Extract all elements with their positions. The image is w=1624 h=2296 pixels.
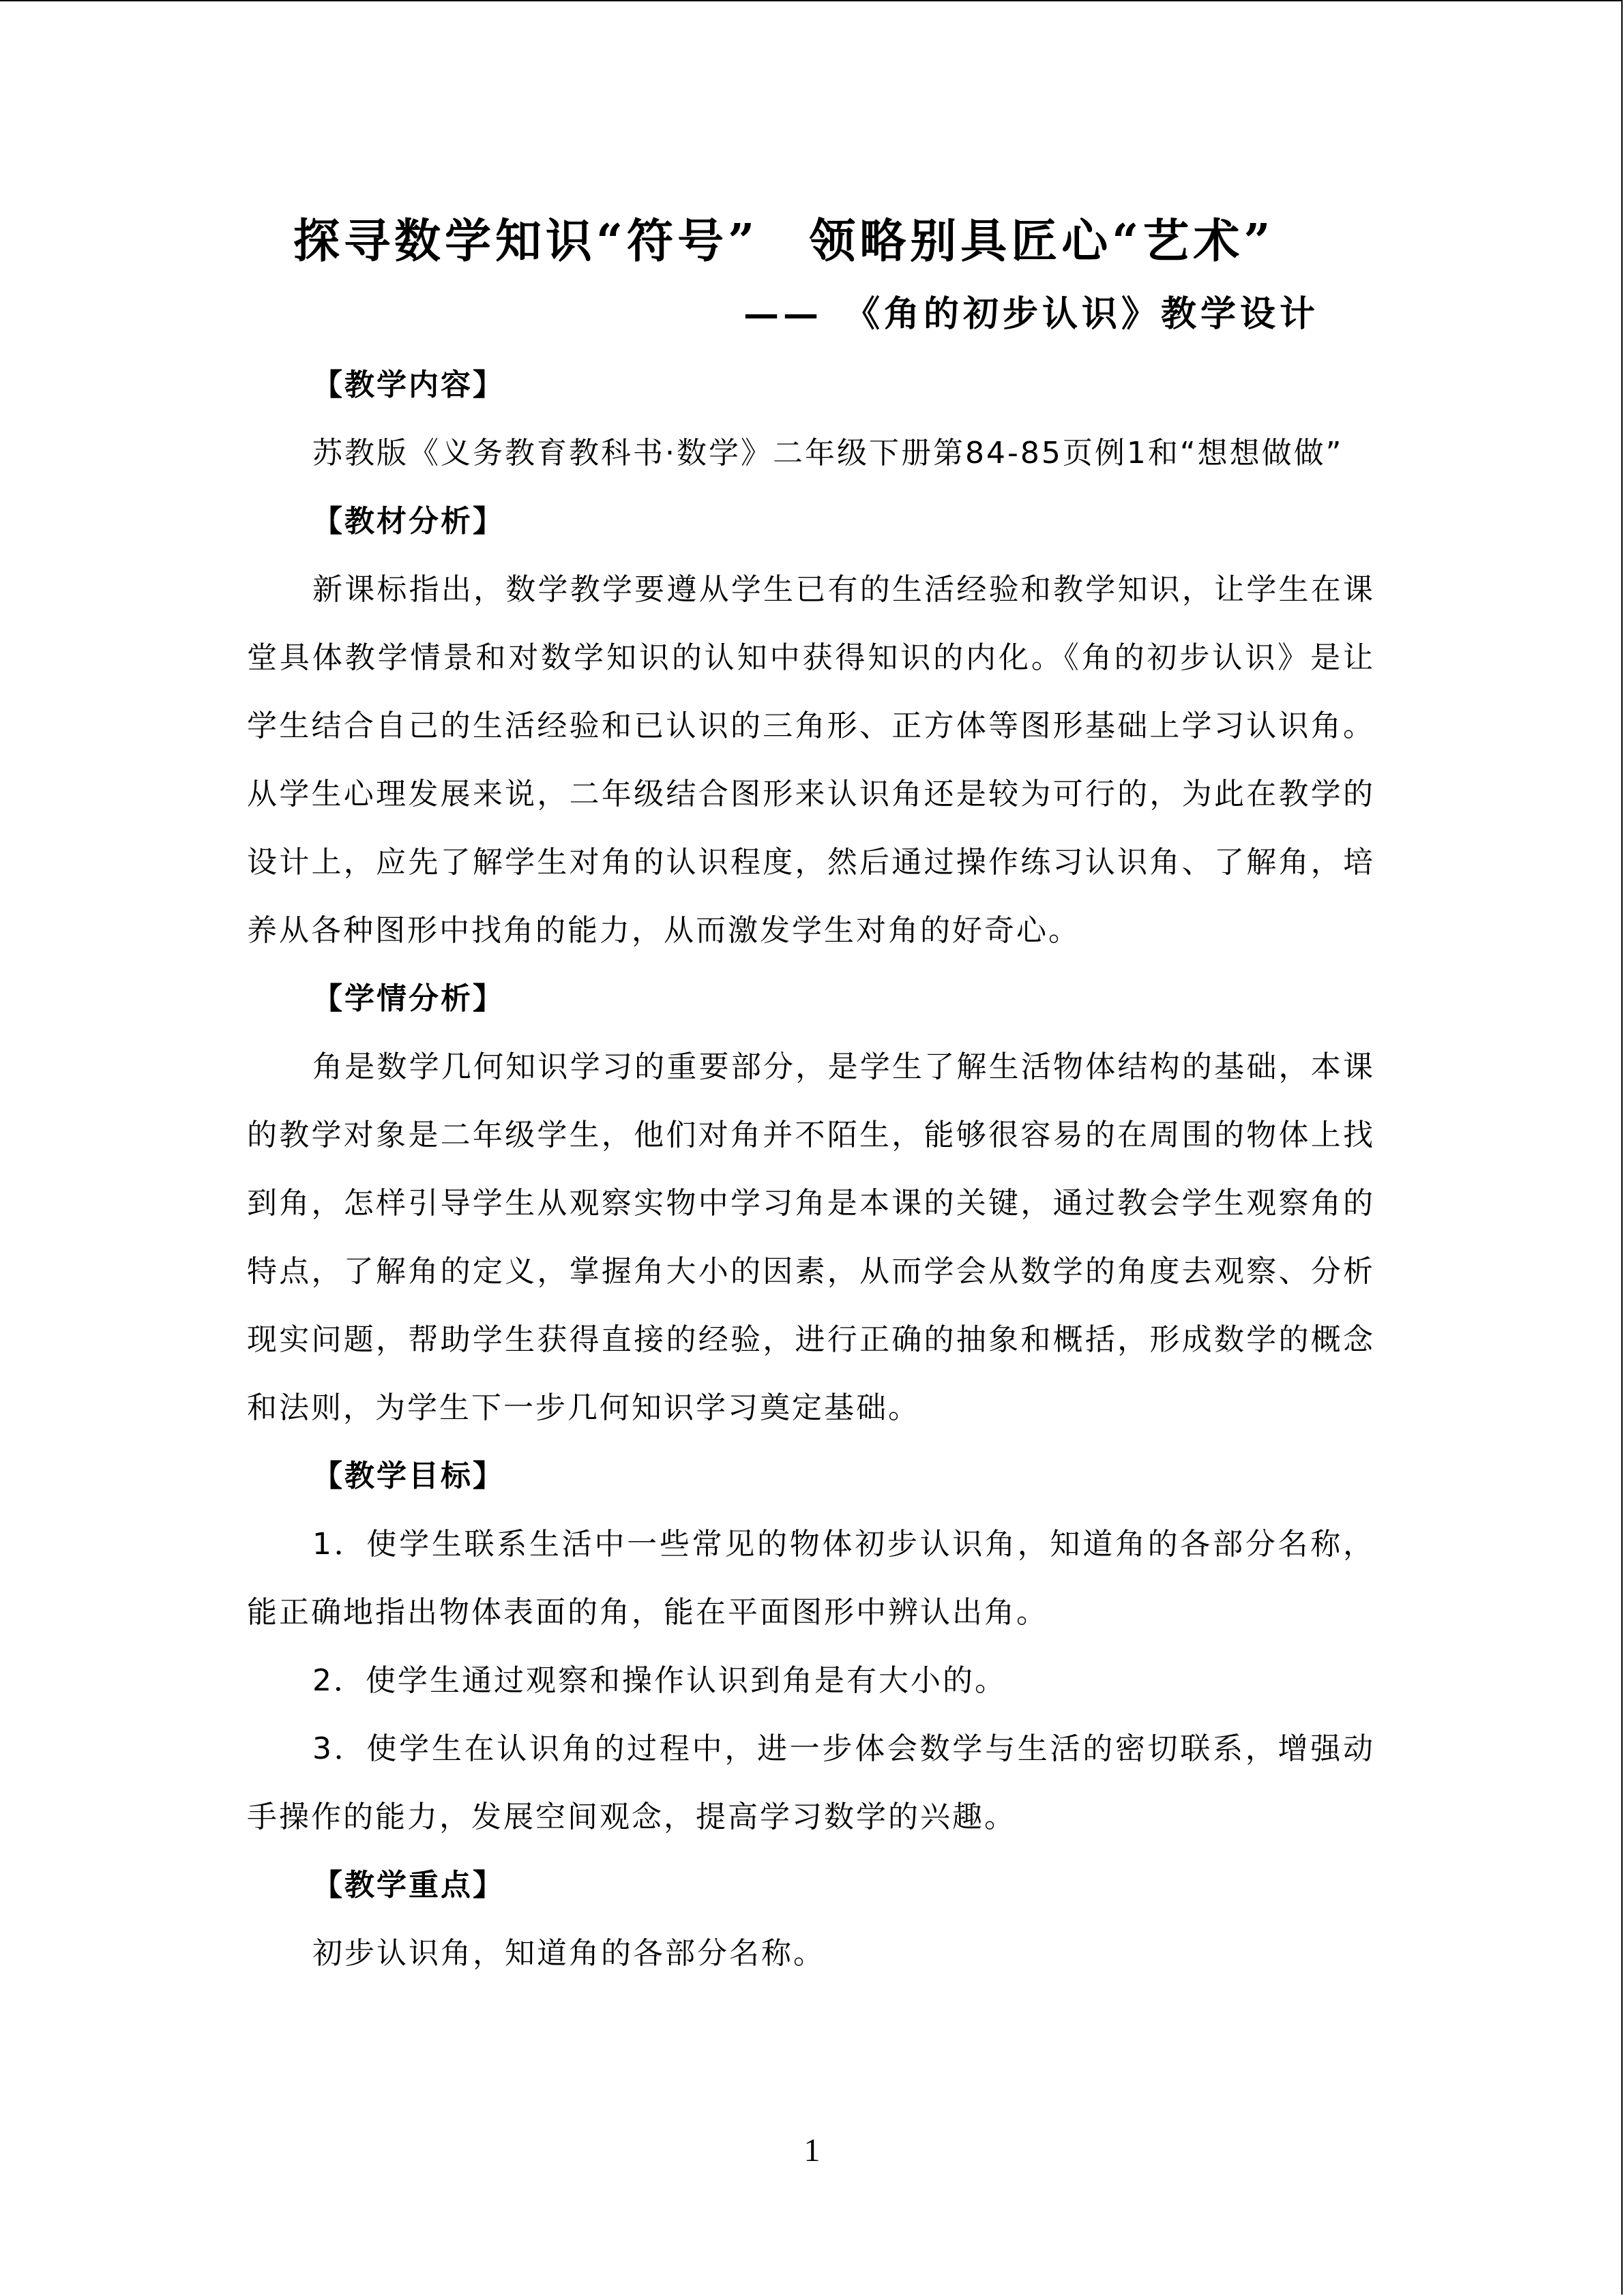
goal-item: 2．使学生通过观察和操作认识到角是有大小的。 xyxy=(312,1663,1007,1698)
section-teaching-goals xyxy=(247,1442,1375,1851)
goal-item: 1．使学生联系生活中一些常见的物体初步认识角，知道角的各部分名称，能正确地指出物体表面的角，能在平面图形中辨认出角。 xyxy=(247,1527,1375,1630)
paragraph: 新课标指出，数学教学要遵从学生已有的生活经验和教学知识，让学生在课堂具体教学情景和对数学知识的认知中获得知识的内化。《角的初步认识》是让学生结合自己的生活经验和已认识的三角形、正方体等图形基础上学习认识角。从学生心理发展来说，二年级结合图形来认识角还是较为可行的，为此在教学的设计上，应先了解学生对角的认识程度，然后通过操作练习认识角、了解角，培养从各种图形中找角的能力，从而激发学生对角的好奇心。 xyxy=(247,572,1375,948)
goal-item: 3．使学生在认识角的过程中，进一步体会数学与生活的密切联系，增强动手操作的能力，发展空间观念，提高学习数学的兴趣。 xyxy=(247,1731,1375,1834)
document-body xyxy=(247,351,1375,1988)
section-heading: 【教材分析】 xyxy=(312,504,505,539)
paragraph: 苏教版《义务教育教科书·数学》二年级下册第84-85页例1和“想想做做” xyxy=(312,436,1344,471)
section-heading: 【教学内容】 xyxy=(312,368,505,402)
paragraph: 初步认识角，知道角的各部分名称。 xyxy=(312,1936,825,1971)
document-subtitle: —— 《角的初步认识》教学设计 xyxy=(743,293,1320,335)
section-textbook-analysis xyxy=(247,488,1375,965)
section-teaching-content xyxy=(247,351,1375,488)
document-title: 探寻数学知识“符号” 领略别具匠心“艺术” xyxy=(293,214,1275,269)
page-number: 1 xyxy=(803,2132,821,2168)
section-heading: 【教学目标】 xyxy=(312,1459,505,1493)
section-heading: 【教学重点】 xyxy=(312,1868,505,1903)
section-key-points xyxy=(247,1851,1375,1988)
section-student-analysis xyxy=(247,965,1375,1442)
section-heading: 【学情分析】 xyxy=(312,981,505,1016)
paragraph: 角是数学几何知识学习的重要部分，是学生了解生活物体结构的基础，本课的教学对象是二年级学生，他们对角并不陌生，能够很容易的在周围的物体上找到角，怎样引导学生从观察实物中学习角是本课的关键，通过教会学生观察角的特点，了解角的定义，掌握角大小的因素，从而学会从数学的角度去观察、分析现实问题，帮助学生获得直接的经验，进行正确的抽象和概括，形成数学的概念和法则，为学生下一步几何知识学习奠定基础。 xyxy=(247,1049,1375,1425)
